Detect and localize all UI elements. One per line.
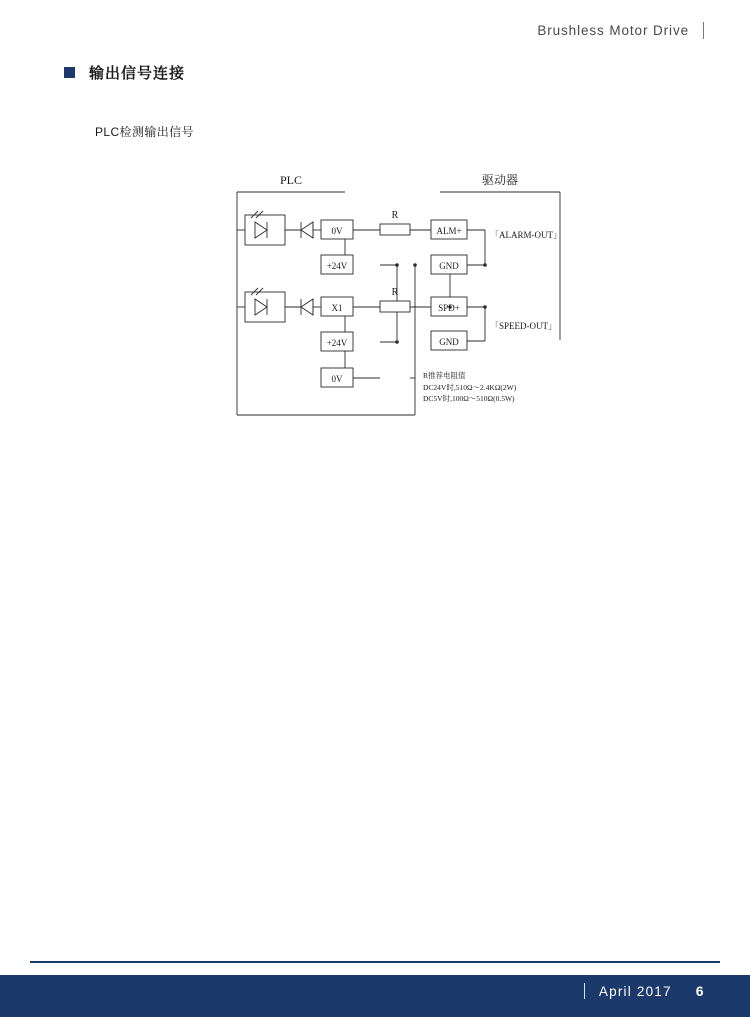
resistor-label-top: R — [391, 210, 399, 221]
header-divider — [703, 22, 704, 39]
annotation-alarm-out: 「ALARM-OUT」 — [490, 230, 562, 240]
terminal-24v-top: +24V — [326, 261, 348, 271]
diagram-label-plc: PLC — [279, 173, 303, 187]
section-heading — [64, 62, 185, 83]
header-title: Brushless Motor Drive — [537, 23, 689, 38]
page-header — [537, 22, 704, 39]
annotation-speed-out: 「SPEED-OUT」 — [490, 321, 557, 331]
note-line-2: DC5V时,100Ω～510Ω(0.5W) — [423, 394, 515, 403]
circuit-diagram — [225, 160, 585, 430]
footer-divider — [30, 961, 720, 963]
square-bullet-icon — [64, 67, 75, 78]
diagram-label-driver: 驱动器 — [481, 173, 519, 187]
terminal-spd-plus: SPD+ — [438, 303, 460, 313]
terminal-x1: X1 — [331, 303, 343, 313]
note-line-0: R推荐电阻值 — [423, 371, 466, 380]
terminal-gnd-top: GND — [439, 261, 459, 271]
footer-date: April 2017 — [598, 983, 672, 999]
page-footer — [0, 961, 750, 1017]
note-line-1: DC24V时,510Ω～2.4KΩ(2W) — [423, 383, 517, 392]
resistor-label-bottom: R — [391, 287, 399, 298]
footer-separator — [584, 983, 585, 999]
footer-content — [584, 983, 704, 999]
terminal-0v-bottom: 0V — [331, 374, 343, 384]
terminal-0v-top: 0V — [331, 226, 343, 236]
terminal-24v-bottom: +24V — [326, 338, 348, 348]
page-title: 输出信号连接 — [89, 65, 186, 82]
section-subtitle: PLC检测输出信号 — [95, 125, 194, 139]
terminal-alm-plus: ALM+ — [436, 226, 462, 236]
terminal-gnd-bottom: GND — [439, 337, 459, 347]
page-number: 6 — [695, 983, 704, 999]
